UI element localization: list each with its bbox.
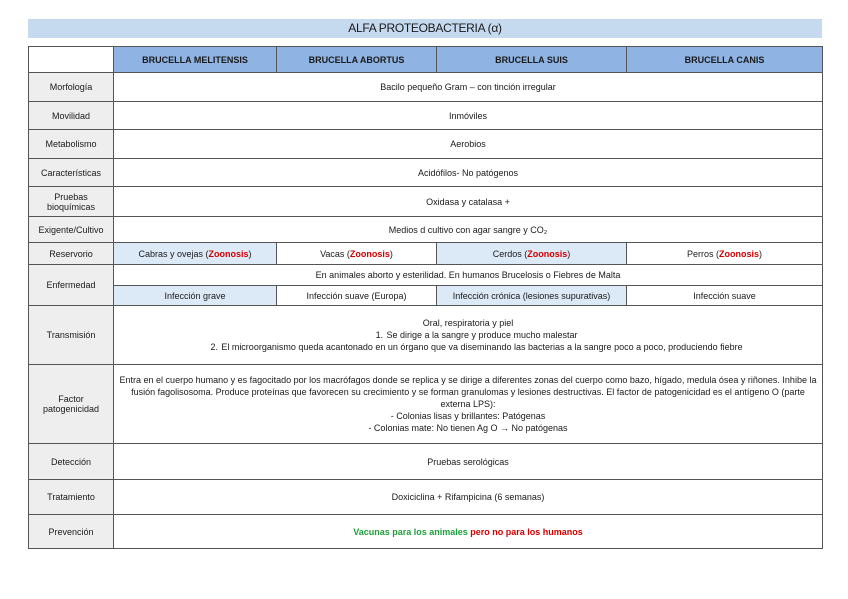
- column-header-melitensis: BRUCELLA MELITENSIS: [114, 47, 277, 73]
- column-header-suis: BRUCELLA SUIS: [437, 47, 627, 73]
- factor-bullet-lisas: - Colonias lisas y brillantes: Patógenas: [390, 411, 546, 421]
- zoonosis-tag: Zoonosis: [208, 248, 249, 259]
- row-label: Detección: [29, 444, 114, 480]
- enfermedad-abortus: Infección suave (Europa): [277, 286, 437, 306]
- row-value: Inmóviles: [114, 102, 823, 130]
- reservorio-abortus: Vacas (Zoonosis): [277, 243, 437, 265]
- enfermedad-canis: Infección suave: [627, 286, 823, 306]
- row-label: Reservorio: [29, 243, 114, 265]
- row-label: Prevención: [29, 515, 114, 549]
- zoonosis-tag: Zoonosis: [349, 248, 390, 259]
- row-enfermedad-detail: [29, 286, 823, 306]
- prevencion-green-text: Vacunas para los animales: [353, 526, 471, 537]
- header-row: [29, 47, 823, 73]
- corner-cell: [29, 47, 114, 73]
- zoonosis-tag: Zoonosis: [719, 248, 759, 259]
- row-label: Morfología: [29, 73, 114, 102]
- prevencion-content: [114, 515, 823, 549]
- row-caracteristicas: [29, 159, 823, 187]
- prevencion-red-text: pero no para los humanos: [470, 526, 583, 537]
- row-label: Exigente/Cultivo: [29, 217, 114, 243]
- list-item: 1. Se dirige a la sangre y produce mucho malestar: [375, 330, 578, 340]
- column-header-canis: BRUCELLA CANIS: [627, 47, 823, 73]
- row-movilidad: [29, 102, 823, 130]
- zoonosis-tag: Zoonosis: [527, 248, 568, 259]
- row-factor: [29, 365, 823, 444]
- row-value: Pruebas serológicas: [114, 444, 823, 480]
- row-value: Medios d cultivo con agar sangre y CO₂: [114, 217, 823, 243]
- reservorio-suis: Cerdos (Zoonosis): [437, 243, 627, 265]
- factor-content: [114, 365, 823, 444]
- row-label: Metabolismo: [29, 130, 114, 159]
- transmision-content: [114, 306, 823, 365]
- row-label: Tratamiento: [29, 480, 114, 515]
- reservorio-melitensis: Cabras y ovejas (Zoonosis): [114, 243, 277, 265]
- row-label: Pruebas bioquímicas: [29, 187, 114, 217]
- enfermedad-melitensis: Infección grave: [114, 286, 277, 306]
- transmision-intro: Oral, respiratoria y piel: [422, 318, 514, 328]
- row-pruebas: [29, 187, 823, 217]
- row-value: Bacilo pequeño Gram – con tinción irregular: [114, 73, 823, 102]
- row-value: Oxidasa y catalasa +: [114, 187, 823, 217]
- row-label: Movilidad: [29, 102, 114, 130]
- row-value: Aerobios: [114, 130, 823, 159]
- column-header-abortus: BRUCELLA ABORTUS: [277, 47, 437, 73]
- row-label: Características: [29, 159, 114, 187]
- factor-description: Entra en el cuerpo humano y es fagocitado por los macrófagos donde se replica y se dirige a diferentes zonas del cuerpo como bazo, hígado, medula ósea y riñones. Inhibe la fusión fagolisosoma. Produce proteínas que favorecen su crecimiento y se forman granulomas y lesiones destructivas. El factor de patogenicidad es el antígeno O (parte externa LPS):: [119, 375, 817, 409]
- page-title: ALFA PROTEOBACTERIA (α): [28, 19, 822, 38]
- factor-bullet-mate: - Colonias mate: No tienen Ag O → No patógenas: [368, 423, 568, 433]
- row-label: Factor patogenicidad: [29, 365, 114, 444]
- row-value: Acidófilos- No patógenos: [114, 159, 823, 187]
- enfermedad-suis: Infección crónica (lesiones supurativas): [437, 286, 627, 306]
- row-deteccion: [29, 444, 823, 480]
- row-prevencion: [29, 515, 823, 549]
- row-enfermedad-summary: [29, 265, 823, 286]
- row-reservorio: [29, 243, 823, 265]
- row-transmision: [29, 306, 823, 365]
- row-tratamiento: [29, 480, 823, 515]
- row-value: Doxiciclina + Rifampicina (6 semanas): [114, 480, 823, 515]
- row-label: Transmisión: [29, 306, 114, 365]
- enfermedad-summary: En animales aborto y esterilidad. En humanos Brucelosis o Fiebres de Malta: [114, 265, 823, 286]
- list-item: 2. El microorganismo queda acantonado en un órgano que va diseminando las bacterias a la sangre poco a poco, produciendo fiebre: [210, 342, 743, 352]
- brucella-table: [28, 46, 823, 549]
- row-label: Enfermedad: [29, 265, 114, 306]
- row-exigente: [29, 217, 823, 243]
- row-metabolismo: [29, 130, 823, 159]
- reservorio-canis: Perros (Zoonosis): [627, 243, 823, 265]
- row-morfologia: [29, 73, 823, 102]
